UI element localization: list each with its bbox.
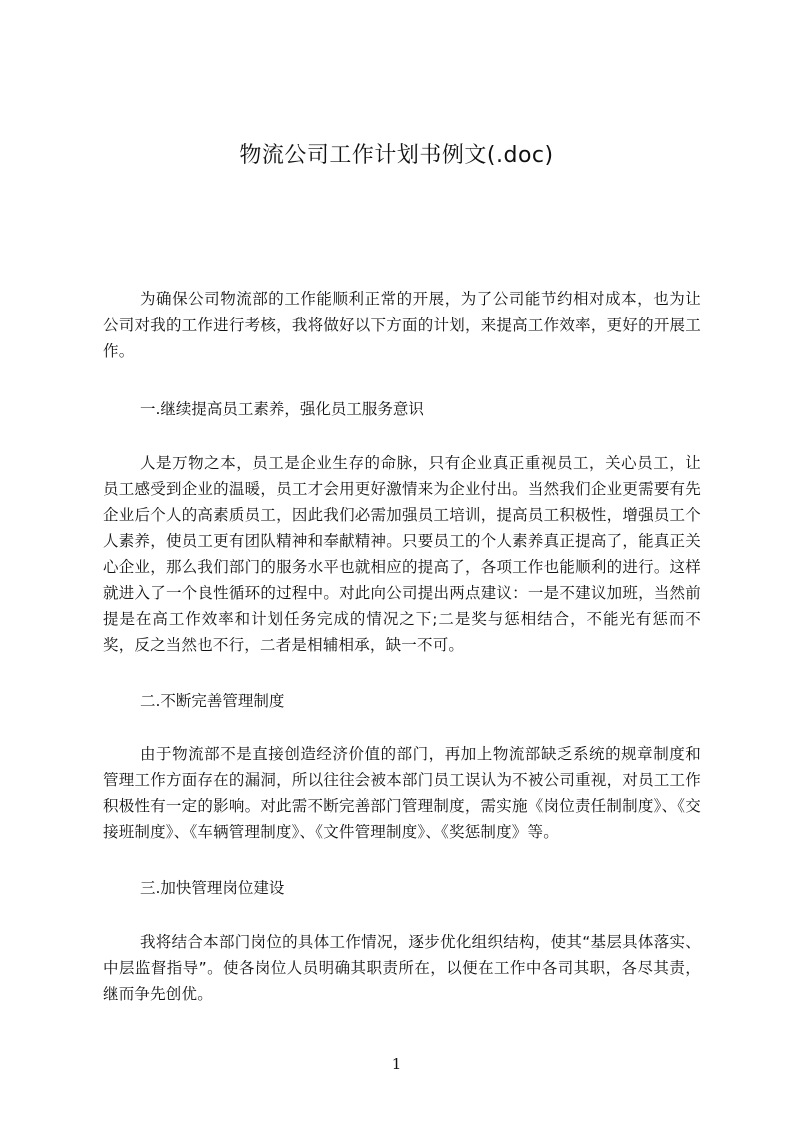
page-number: 1	[391, 1055, 402, 1073]
section-body-3: 我将结合本部门岗位的具体工作情况，逐步优化组织结构，使其“基层具体落实、中层监督指导”。使各岗位人员明确其职责所在，以便在工作中各司其职，各尽其责，继而争先创优。	[103, 933, 701, 1003]
document-title: 物流公司工作计划书例文(.doc)	[239, 143, 554, 168]
section-body-2: 由于物流部不是直接创造经济价值的部门，再加上物流部缺乏系统的规章制度和管理工作方面存在的漏洞，所以往往会被本部门员工误认为不被公司重视，对员工工作积极性有一定的影响。对此需不断完善部门管理制度，需实施《岗位责任制制度》、《交接班制度》、《车辆管理制度》、《文件管理制度》、《奖惩制度》等。	[103, 745, 701, 841]
section-heading-2: 二.不断完善管理制度	[140, 692, 285, 710]
section-heading-1: 一.继续提高员工素养，强化员工服务意识	[140, 400, 424, 418]
section-heading-3: 三.加快管理岗位建设	[140, 879, 285, 897]
intro-paragraph: 为确保公司物流部的工作能顺利正常的开展，为了公司能节约相对成本，也为让公司对我的工作进行考核，我将做好以下方面的计划，来提高工作效率，更好的开展工作。	[103, 290, 701, 360]
section-body-1: 人是万物之本，员工是企业生存的命脉，只有企业真正重视员工，关心员工，让员工感受到企业的温暖，员工才会用更好激情来为企业付出。当然我们企业更需要有先企业后个人的高素质员工，因此我们必需加强员工培训，提高员工积极性，增强员工个人素养，使员工更有团队精神和奉献精神。只要员工的个人素养真正提高了，能真正关心企业，那么我们部门的服务水平也就相应的提高了，各项工作也能顺利的进行。这样就进入了一个良性循环的过程中。对此向公司提出两点建议：一是不建议加班，当然前提是在高工作效率和计划任务完成的情况之下;二是奖与惩相结合，不能光有惩而不奖，反之当然也不行，二者是相辅相承，缺一不可。	[103, 454, 701, 654]
